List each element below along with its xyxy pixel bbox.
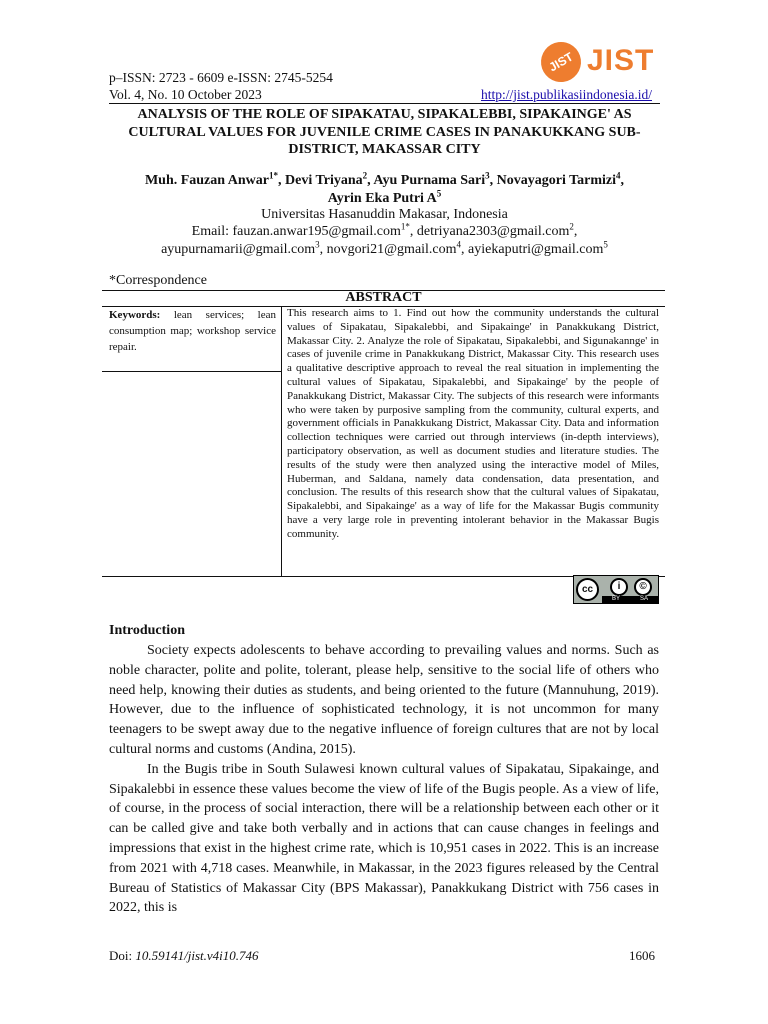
email-address: fauzan.anwar195@gmail.com	[232, 224, 401, 239]
share-alike-icon: ©	[634, 578, 652, 596]
page-number: 1606	[629, 948, 655, 963]
email-sup: 1*	[400, 221, 410, 232]
author-sup: 5	[436, 188, 442, 199]
email-address: detriyana2303@gmail.com	[416, 224, 570, 239]
cc-by-sa-license-badge[interactable]	[573, 575, 659, 604]
email-sup: 3	[315, 239, 320, 250]
email-address: ayiekaputri@gmail.com	[468, 242, 604, 257]
license-by-label: BY	[611, 596, 620, 602]
paragraph: Society expects adolescents to behave according to prevailing values and norms. Such as noble character, polite and polite, tolerant, please help, sensitive to the social life of others who need help, knowing their duties as students, and being oriented to the future (Mannuhung, 2019). However, due to the influence of sophisticated technology, it is not uncommon for many teenagers to be swept away due to the negative influence of foreign cultures that are not by local cultural norms and customs (Andina, 2015).	[109, 643, 659, 757]
abstract-column-divider	[281, 307, 282, 576]
journal-url-link[interactable]: http://jist.publikasiindonesia.id/	[481, 87, 652, 102]
header-divider	[109, 103, 660, 104]
logo-wordmark: JIST	[587, 44, 655, 77]
paper-title: ANALYSIS OF THE ROLE OF SIPAKATAU, SIPAKALEBBI, SIPAKAINGE' AS CULTURAL VALUES FOR JUVENILE CRIME CASES IN PANAKUKKANG SUB-DISTRICT, MAKASSAR CITY	[128, 107, 641, 157]
author-sup: 1*	[269, 170, 279, 181]
email-sup: 2	[569, 221, 574, 232]
email-address: novgori21@gmail.com	[326, 242, 457, 257]
abstract-heading: ABSTRACT	[345, 290, 422, 305]
license-sa-label: SA	[639, 596, 648, 602]
abstract-text: This research aims to 1. Find out how the community understands the cultural values of Sipakatau, Sipakalebbi, and Sipakainge' in Panakkukang District, Makassar City. 2. Analyze the role of Sipakatau, Sipakalebbi, and Sigunakannge' in cases of juvenile crime in Panakkukang District, Makassar City. This research uses a qualitative descriptive approach to reveal the real situation in implementing the cultural values of Sipakatau, Sipakalebbi, and Sipakainge' by the people of Panakkukang District, Makassar City. The subjects of this research were informants who were taken by purposive sampling from the community, cultural experts, and government officials in Panakkukang District, Makassar City. Data and information collection techniques were carried out through interviews (in-depth interviews), participatory observation, as well as document studies and literature studies. The results of the study were then analyzed using the interactive model of Miles, Huberman, and Saldana, namely data condensation, data presentation, and conclusion. The results of this research show that the cultural values of Sipakatau, Sipakalebbi, and Sipakainge' as a way of life for the Makassar Bugis community have a very large role in preventing intolerant behavior in the Makassar Bugis community.	[287, 307, 659, 540]
doi-label: Doi:	[109, 948, 133, 963]
doi	[109, 947, 259, 964]
volume-line: Vol. 4, No. 10 October 2023	[109, 87, 262, 102]
affiliation: Universitas Hasanuddin Makasar, Indonesia	[261, 207, 508, 222]
attribution-icon: i	[610, 578, 628, 596]
doi-value[interactable]: 10.59141/jist.v4i10.746	[135, 948, 259, 963]
paragraph: In the Bugis tribe in South Sulawesi known cultural values of Sipakatau, Sipakainge, and Sipakalebbi in essence these values become the view of life of the Bugis people. As a view of life, of course, in the process of social interaction, there will be a relationship between each other or it can be called give and take both verbally and in actions that can cause changes in feelings and impressions that exist in the highest crime rate, which is 10,951 cases in 2022. This is an increase from 2021 with 4,718 cases. Meanwhile, in Makassar, in the 2023 figures released by the Central Bureau of Statistics of Makassar City (BPS Makassar), Panakkukang District with 756 cases in 2022, this is	[109, 761, 659, 916]
author-name: Ayrin Eka Putri A	[327, 191, 437, 206]
author-sup: 2	[362, 170, 368, 181]
email-sup: 4	[456, 239, 462, 250]
author-name: Devi Triyana	[285, 173, 363, 188]
author-name: Ayu Purnama Sari	[373, 173, 486, 188]
author-list: Muh. Fauzan Anwar$^{1*}$, Devi Triyana$^2$, Ayu Purnama Sari$^3$, Novayagori Tarmizi$^4$, Ayrin Eka Putri $A^5$	[144, 170, 625, 206]
email-sup: 5	[603, 239, 608, 250]
logo-ring-icon: JIST	[534, 35, 589, 90]
section-heading-introduction: Introduction	[109, 623, 185, 638]
issn-line: p–ISSN: 2723 - 6609 e-ISSN: 2745-5254	[109, 70, 333, 85]
author-sup: 3	[485, 170, 490, 181]
email-address: ayupurnamarii@gmail.com	[161, 242, 316, 257]
author-name: Novayagori Tarmizi	[496, 173, 617, 188]
author-name: Muh. Fauzan Anwar	[144, 173, 270, 188]
keywords-label: Keywords:	[109, 309, 161, 321]
introduction-body	[109, 641, 659, 918]
license-strip	[602, 596, 658, 603]
email-label: Email:	[191, 224, 229, 239]
keywords-value: lean services; lean consumption map; workshop service repair.	[109, 309, 276, 353]
email-list: Email: fauzan.anwar195@gmail.com$^{1*}$, detriyana2303@gmail.com$^2$, ayupurnamarii@gmail.com$^3$, novgori21@gmail.com$^4$, ayiekaputri@gmail.com$^5$	[161, 221, 608, 257]
cc-icon: cc	[576, 578, 599, 601]
correspondence-note: *Correspondence	[109, 273, 207, 288]
author-sup: 4	[616, 170, 621, 181]
keywords	[109, 307, 276, 355]
journal-logo	[541, 42, 661, 84]
